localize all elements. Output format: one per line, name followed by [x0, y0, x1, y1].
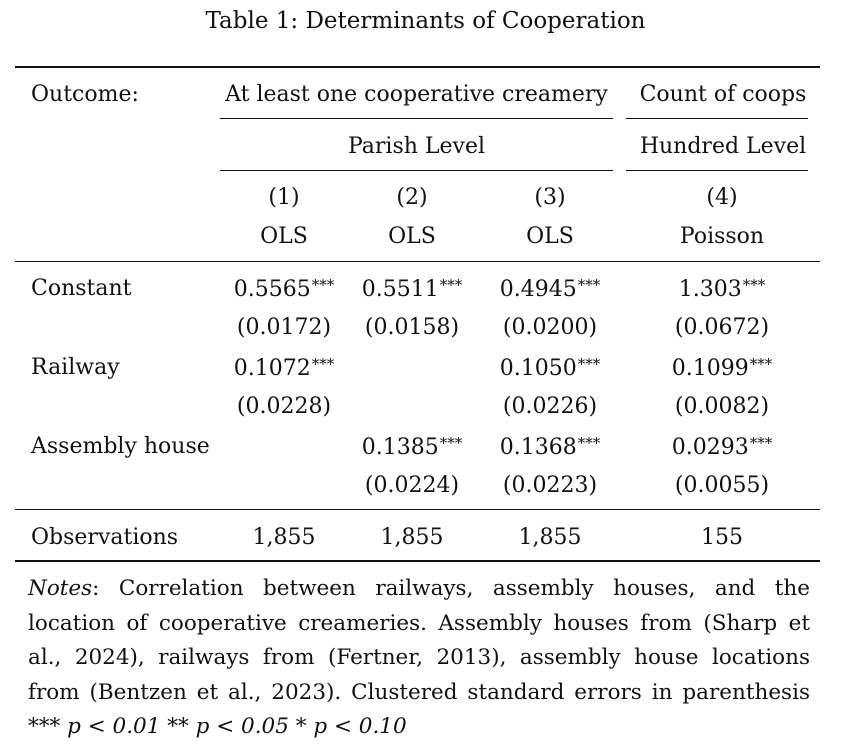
standard-error: (0.0158) — [364, 315, 460, 340]
level-header-1: Parish Level — [347, 134, 486, 159]
body-rule — [15, 509, 820, 510]
observations-value: 155 — [701, 525, 743, 550]
observations-value: 1,855 — [252, 525, 316, 550]
coefficient: 0.1072*** — [233, 355, 335, 381]
coefficient: 0.1050*** — [499, 355, 601, 381]
column-number: (2) — [396, 185, 428, 210]
row-label: Assembly house — [31, 434, 210, 459]
coefficient: 1.303*** — [678, 276, 766, 302]
group-header-1: At least one cooperative creamery — [225, 82, 608, 107]
standard-error: (0.0082) — [674, 394, 770, 419]
outcome-label: Outcome: — [31, 82, 139, 107]
observations-value: 1,855 — [518, 525, 582, 550]
coefficient: 0.5511*** — [361, 276, 463, 302]
group-rule-2 — [626, 118, 808, 119]
observations-label: Observations — [31, 525, 179, 550]
table-caption: Table 1: Determinants of Cooperation — [205, 8, 646, 34]
row-label: Constant — [31, 276, 132, 301]
level-rule-1 — [220, 170, 613, 171]
coefficient: 0.1385*** — [361, 434, 463, 460]
notes-text: : Correlation between railways, assembly houses, and the location of cooperative creameries. Assembly houses from (Sharp et al., 2024), railways from (Fertner, 2013), assembly house locations from (Bentzen et al., 2023). Clustered standard errors in parenthesis *** — [28, 576, 810, 739]
column-number: (4) — [706, 185, 738, 210]
column-method: Poisson — [679, 224, 765, 249]
standard-error: (0.0223) — [502, 473, 598, 498]
column-method: OLS — [388, 224, 436, 249]
standard-error: (0.0672) — [674, 315, 770, 340]
group-header-2: Count of coops — [639, 82, 807, 107]
row-label: Railway — [31, 355, 120, 380]
coefficient: 0.0293*** — [671, 434, 773, 460]
level-rule-2 — [626, 170, 808, 171]
standard-error: (0.0200) — [502, 315, 598, 340]
observations-value: 1,855 — [380, 525, 444, 550]
level-header-2: Hundred Level — [639, 134, 807, 159]
column-number: (1) — [268, 185, 300, 210]
group-rule-1 — [220, 118, 613, 119]
coefficient: 0.1368*** — [499, 434, 601, 460]
table-notes: Notes: Correlation between railways, assembly houses, and the location of cooperative creameries. Assembly houses from (Sharp et al., 2024), railways from (Fertner, 2013), assembly house locations from (Bentzen et al., 2023). Clustered standard errors in parenthesis *** p < 0.01 ** p < 0.05 * p < 0.10 — [28, 576, 810, 739]
bottom-rule — [15, 560, 820, 562]
standard-error: (0.0172) — [236, 315, 332, 340]
top-rule — [15, 66, 820, 68]
notes-lead: Notes — [28, 576, 93, 601]
column-method: OLS — [260, 224, 308, 249]
coefficient: 0.1099*** — [671, 355, 773, 381]
standard-error: (0.0055) — [674, 473, 770, 498]
coefficient: 0.5565*** — [233, 276, 335, 302]
standard-error: (0.0228) — [236, 394, 332, 419]
column-number: (3) — [534, 185, 566, 210]
standard-error: (0.0226) — [502, 394, 598, 419]
standard-error: (0.0224) — [364, 473, 460, 498]
column-method: OLS — [526, 224, 574, 249]
coefficient: 0.4945*** — [499, 276, 601, 302]
header-rule — [15, 261, 820, 262]
